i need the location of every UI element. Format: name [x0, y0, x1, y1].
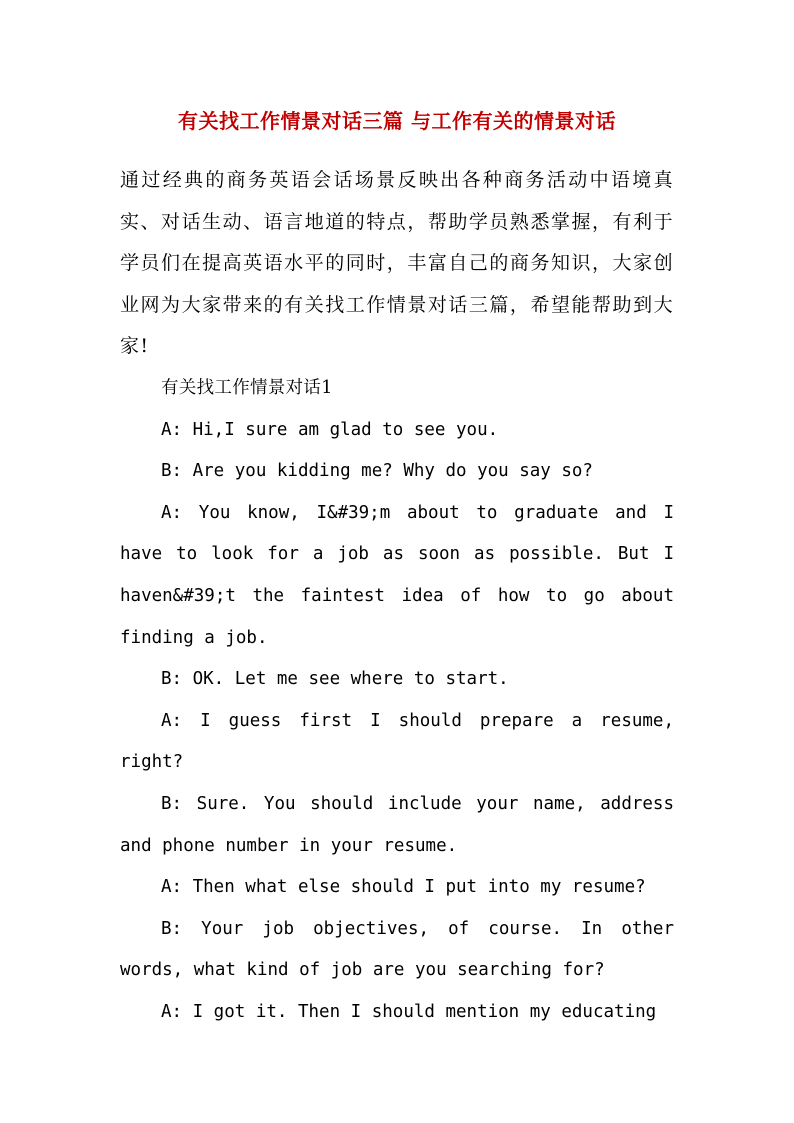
dialogue-line: B: Are you kidding me? Why do you say so? [161, 461, 593, 482]
dialogue-line: B: Your job objectives, of course. In other words, what kind of job are you searching for? [120, 918, 674, 981]
section-heading: 有关找工作情景对话1 [161, 377, 333, 398]
dialogue-line: A: Then what else should I put into my resume? [161, 877, 646, 898]
dialogue-line: A: I guess first I should prepare a resume, right? [120, 710, 674, 773]
document-title: 有关找工作情景对话三篇 与工作有关的情景对话 [178, 109, 616, 133]
dialogue-line: A: I got it. Then I should mention my educating [161, 1001, 657, 1022]
dialogue-line: B: Sure. You should include your name, address and phone number in your resume. [120, 793, 674, 856]
dialogue-line: A: Hi,I sure am glad to see you. [161, 419, 499, 440]
dialogue-line: B: OK. Let me see where to start. [161, 669, 509, 690]
dialogue-line: A: You know, I&#39;m about to graduate and I have to look for a job as soon as possible. But I haven&#39;t the faintest idea of how to go about finding a job. [120, 502, 674, 648]
intro-paragraph: 通过经典的商务英语会话场景反映出各种商务活动中语境真实、对话生动、语言地道的特点，帮助学员熟悉掌握，有利于学员们在提高英语水平的同时，丰富自己的商务知识，大家创业网为大家带来的有关找工作情景对话三篇，希望能帮助到大家! [120, 169, 674, 358]
document-body [120, 160, 674, 1033]
